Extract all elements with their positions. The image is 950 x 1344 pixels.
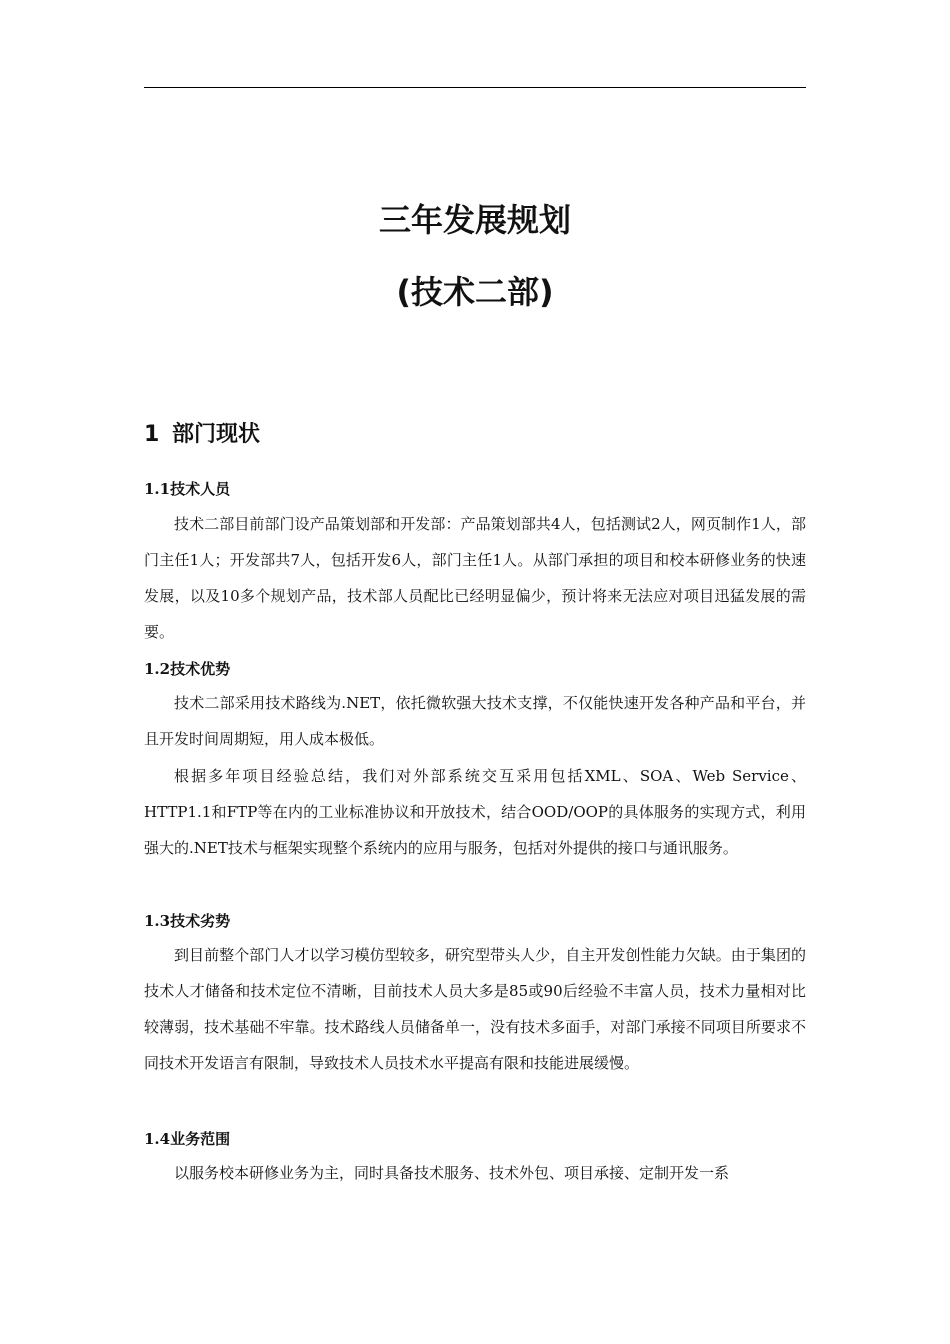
section-number: 1 xyxy=(144,422,160,447)
subsection-heading: 1.2技术优势 xyxy=(144,660,231,678)
subsection-heading: 1.4业务范围 xyxy=(144,1130,231,1148)
document-title: 三年发展规划 xyxy=(378,201,571,239)
paragraph: 根据多年项目经验总结，我们对外部系统交互采用包括XML、SOA、Web Service、HTTP1.1和FTP等在内的工业标准协议和开放技术，结合OOD/OOP的具体服务的实现方式，利用强大的.NET技术与框架实现整个系统内的应用与服务，包括对外提供的接口与通讯服务。 xyxy=(144,767,806,857)
section-heading xyxy=(144,420,260,450)
subsection-heading: 1.3技术劣势 xyxy=(144,912,231,930)
section-title: 部门现状 xyxy=(172,422,261,447)
paragraph: 以服务校本研修业务为主，同时具备技术服务、技术外包、项目承接、定制开发一系 xyxy=(174,1164,730,1182)
subsection-heading: 1.1技术人员 xyxy=(144,480,231,498)
paragraph: 技术二部目前部门设产品策划部和开发部：产品策划部共4人，包括测试2人，网页制作1人，部门主任1人；开发部共7人，包括开发6人，部门主任1人。从部门承担的项目和校本研修业务的快速发展，以及10多个规划产品，技术部人员配比已经明显偏少，预计将来无法应对项目迅猛发展的需要。 xyxy=(144,515,806,641)
paragraph: 技术二部采用技术路线为.NET，依托微软强大技术支撑，不仅能快速开发各种产品和平台，并且开发时间周期短，用人成本极低。 xyxy=(144,694,806,748)
header-rule xyxy=(144,87,806,88)
document-subtitle: (技术二部) xyxy=(396,273,554,311)
paragraph: 到目前整个部门人才以学习模仿型较多，研究型带头人少，自主开发创性能力欠缺。由于集团的技术人才储备和技术定位不清晰，目前技术人员大多是85或90后经验不丰富人员，技术力量相对比较薄弱，技术基础不牢靠。技术路线人员储备单一，没有技术多面手，对部门承接不同项目所要求不同技术开发语言有限制，导致技术人员技术水平提高有限和技能进展缓慢。 xyxy=(144,946,806,1072)
